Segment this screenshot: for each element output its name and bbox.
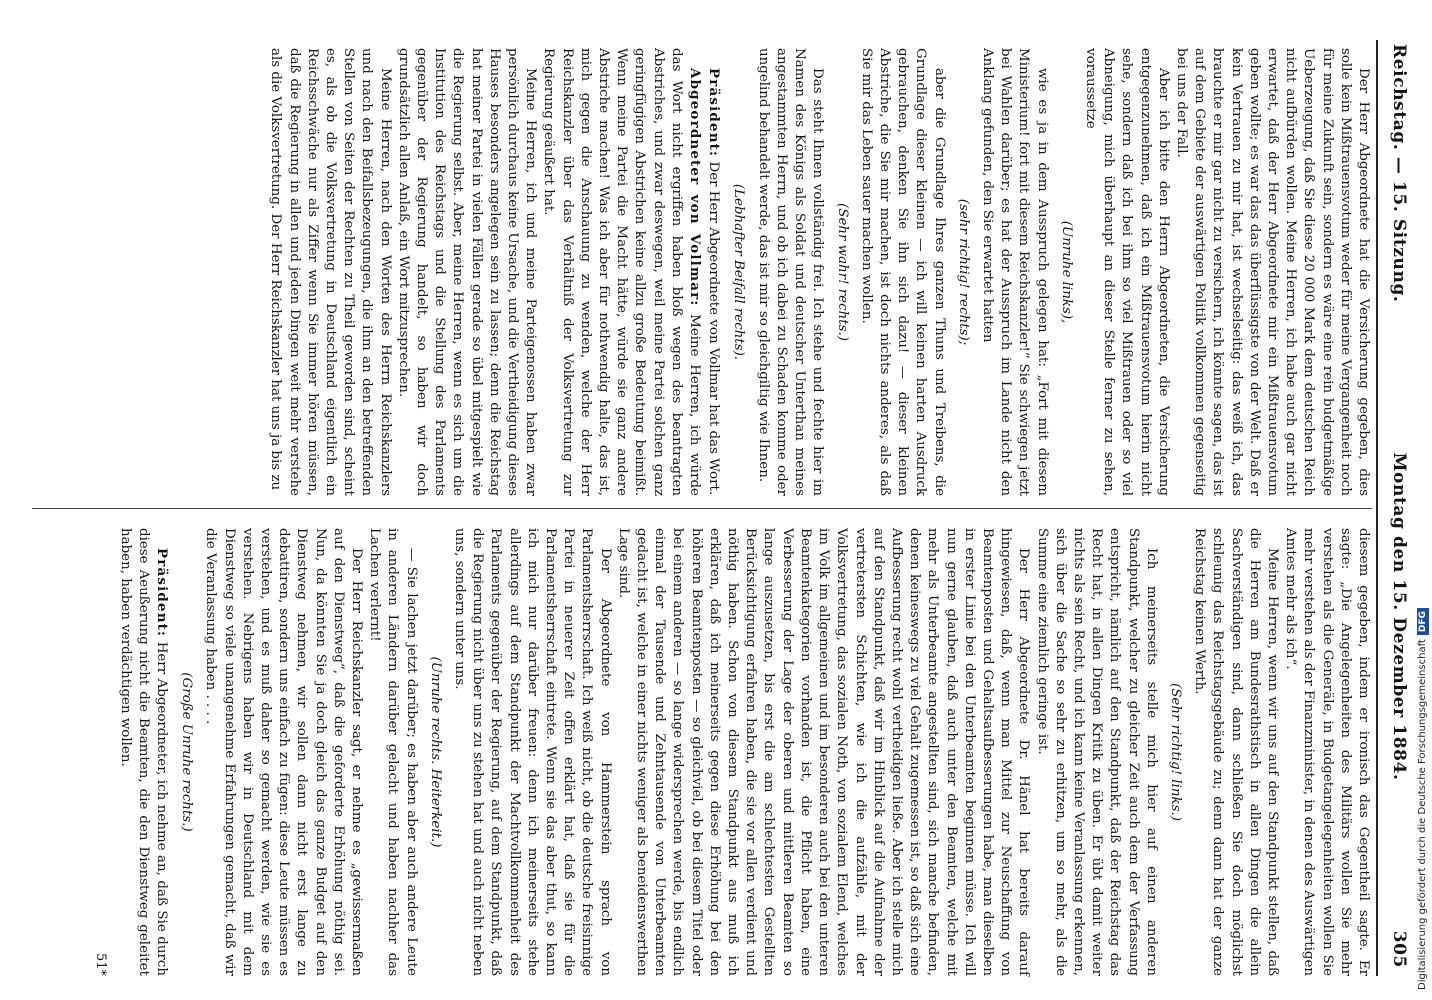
speaker-name: Abgeordneter von Vollmar: bbox=[687, 68, 704, 307]
speaker-name: Präsident: bbox=[706, 68, 723, 158]
speaker-name: Präsident: bbox=[154, 548, 170, 638]
text-paragraph: Der Herr Abgeordnete hat die Versicherung gegeben, dies solle kein Mißtrauensvotum weder für meine Vergangenheit noch für meine Zukunft sein, sondern es wäre eine rein budgetmäßige Ueberzeugung, daß Sie diese 20 000 Mark dem deutschen Reich nicht aufbürden wollen. Meine Herren, ich habe auch gar nicht erwartet, daß der Herr Abgeordnete mir ein Mißtrauensvotum geben wollte; es war das das überflüssigste von der Welt. Daß er kein Vertrauen zu mir hat, ist wechselseitig: das weiß ich, das brauchte er mir gar nicht zu versichern, ich könnte sagen, das ist auf dem Gebiete der auswärtigen Politik vollkommen gegenseitig bei uns der Fall. bbox=[1173, 48, 1371, 496]
speech-paragraph bbox=[704, 48, 723, 496]
page-number: 305 bbox=[1389, 930, 1409, 968]
header-date: Montag den 15. Dezember 1884. bbox=[1389, 452, 1409, 781]
text-paragraph: Der Abgeordnete von Hammerstein sprach von Parlamentsherrschaft. Ich weiß nicht, ob die deutsche freisinnige Partei in neuerer Zeit offen erklärt hat, daß sie für die Parlamentsherrschaft eintrete. Wenn sie das aber thut, so kann ich mich nur darüber freuen: denn ich meinerseits stehe allerdings auf dem Standpunkt der Machtvollkommenheit des Parlaments gegenüber der Regierung, auf dem Standpunkt, daß die Regierung nicht über uns zu stehen hat und auch nicht neben uns, sondern unter uns. bbox=[452, 528, 613, 976]
right-column bbox=[78, 528, 1372, 976]
stage-direction: (Sehr wahr! rechts.) bbox=[834, 203, 850, 341]
page-header bbox=[1384, 44, 1414, 968]
text-paragraph: — Sie lachen jetzt darüber; es haben aber auch andere Leute in anderen Ländern darüber gelacht und haben nachher das Lachen verlernt! bbox=[367, 528, 419, 976]
speech-text: Meine Herren, ich würde das Wort nicht ergriffen haben bloß wegen des beantragten Abstriches, und zwar deswegen, weil meine Partei solchen ganz geringfügigen Abstrichen keine allzu große Bedeutung beimißt. Wenn meine Partei die Macht hätte, würde sie ganz andere Abstriche machen! Was ich aber für nothwendig halte, das ist, mich gegen die Anschauung zu wenden, welche der Herr Reichskanzler über das Verhältniß der Volksvertretung zur Regierung geäußert hat. bbox=[541, 48, 703, 496]
text-paragraph: Meine Herren, nach den Worten des Herrn Reichskanzlers und nach den Beifallsbezeugungen, die ihm an den betreffenden Stellen von Seiten der Rechten zu Theil geworden sind, scheint es, als ob die Volksvertretung in Deutschland eigentlich ein Reichsschwäche nur als Ziffer wenn Sie immer hören müssen, daß die Regierung in allen und jeden Dingen weit mehr verstehe als die Volksvertretung. Der Herr Reichskanzler hat uns ja bis zu bbox=[268, 48, 393, 496]
sidebar-credit bbox=[1413, 0, 1432, 1000]
speech-paragraph bbox=[539, 48, 704, 496]
signature-mark: 51* bbox=[93, 952, 109, 976]
text-paragraph: Meine Herren, ich und meine Parteigenossen haben zwar persönlich durchaus keine Ursache, und die Vertheidigung dieses Hauses besonders angelegen sein zu lassen; denn die Reichstag hat meiner Partei in vielen Fällen gerade so übel mitgespielt wie die Regierung selbst. Aber, meine Herren, wenn es sich um die Institution des Reichstags und die Stellung des Parlaments gegenüber der Regierung handelt, so haben wir doch grundsätzlich allen Anlaß, ein Wort mitzusprechen. bbox=[395, 48, 539, 496]
stage-direction: (Unruhe rechts. Heiterkeit.) bbox=[427, 656, 443, 848]
left-column bbox=[266, 48, 1372, 496]
text-paragraph: Meine Herren, wenn wir uns auf den Standpunkt stellen, daß die Herren am Bundesrathstisch in allen Dingen die allein Sachverständigen sind, dann schließen Sie doch möglichst schleunig das Reichstagsgebäude zu; denn dann hat der ganze Reichstag keinen Werth. bbox=[1192, 528, 1280, 976]
stage-direction: (Unruhe links), bbox=[1058, 220, 1074, 324]
text-paragraph: Der Herr Reichskanzler sagt, er nehme es „gewissermaßen auf den Dienstweg“, daß die geforderte Erhöhung nöthig sei. Nun, da könnten Sie ja doch gleich das ganze Budget auf den Dienstweg nehmen, wir sollen dann nicht erst lange zu debattiren, sondern uns einfach zu fügen: diese Leute müssen es verstehen, und es muß daher so gemacht werden, wie sie es verstehen. Nebrigens haben wir in Deutschland mit dem Dienstweg so viele unangenehme Erfahrungen gemacht, daß wir die Veranlassung haben . . . . bbox=[203, 528, 365, 976]
header-rule bbox=[1376, 40, 1378, 976]
text-paragraph: diesem gegeben, indem er ironisch das Gegentheil sagte. Er sagte: „Die Angelegenheiten des Militärs wollen Sie mehr verstehen als die Generäle, in Budgetangelegenheiten wollen Sie mehr verstehen als der Finanzminister, in denen des Auswärtigen Amtes mehr als ich“. bbox=[1283, 528, 1371, 976]
text-paragraph: Ich meinerseits stelle mich hier auf einen anderen Standpunkt, welcher zu gleicher Zeit auch dem der Verfassung entspricht, nämlich auf den Standpunkt, daß der Reichstag das Recht hat, in allen Dingen Kritik zu üben. Er übt damit weiter nichts als sein Recht, und ich kann keine Veranlassung erkennen, sich über die Sache so sehr zu erhitzen, um so mehr, als die Summe eine ziemlich geringe ist. bbox=[1034, 528, 1159, 976]
text-paragraph: Der Herr Abgeordnete Dr. Hänel hat bereits darauf hingewiesen, daß, wenn man Mittel zur Neuschaffung von Beamtenposten und Gehaltsaufbesserungen habe, man dieselben in erster Linie bei den Unterbeamten beginnen müsse. Ich will nun gerne glauben, daß auch unter den Beamten, welche mit mehr als Unterbeamte angestellten sind, sich manche befinden, denen keineswegs zu viel Gehalt zugemessen ist, so daß sich eine Aufbesserung recht wohl vertheidigen ließe. Aber ich stelle mich auf den Standpunkt, daß wir im Hinblick auf die Aufnahme der vertretersten Schichten, wie ich die aufzähle, mit der Volksvertretung, das sozialen Noth, von sozialem Elend, welches im Volk im allgemeinen und im besonderen auch bei den unteren Beamtenkategorien vorhanden ist, die Pflicht haben, eine Verbesserung der Lage der oberen und mittleren Beamten so lange auszusetzen, bis erst die am schlechtesten Gestellten Berücksichtigung erfahren haben, die sie vor allen verdient und nöthig haben. Schon von diesem Standpunkt aus muß ich erklären, daß ich meinerseits gegen diese Erhöhung bei den höheren Beamtenposten — so gleichviel, ob bei diesem Titel oder bei einem anderen — so lange widersprechen werde, bis endlich einmal der Tausende und Zehntausende von Unterbeamten gedacht ist, welche in einer nichts weniger als beneidenswerthen Lage sind. bbox=[615, 528, 1032, 976]
text-paragraph: Das steht Ihnen vollständig frei. Ich stehe und fechte hier im Namen des Königs als Soldat und deutscher Unterthan meines angestammten Herrn, und ob ich dabei zu Schaden komme oder ungelind behandelt werde, das ist mir so gleichgiltig wie Ihnen. bbox=[755, 48, 826, 496]
credit-text: Digitalisierung gefördert durch die Deutsche Forschungsgemeinschaft bbox=[1417, 639, 1428, 990]
text-paragraph: wie es ja in dem Ausspruch gelegen hat: „Fort mit diesem Ministerium! fort mit diesem Reichskanzler!“ Sie schwiegen jetzt bei Wahlen darüber; es hat der Ausspruch im Lande nicht den Anklang gefunden, den Sie erwartet hatten bbox=[979, 48, 1050, 496]
stage-direction: (Lebhafter Beifall rechts). bbox=[731, 183, 747, 361]
column-divider bbox=[32, 508, 1372, 509]
stage-direction: (sehr richtig! rechts); bbox=[955, 198, 971, 346]
text-paragraph: Aber ich bitte den Herrn Abgeordneten, die Versicherung entgegenzunehmen, daß ich ein Mißtrauensvotum hierin nicht sehe, sondern daß ich bei ihm so viel Mißtrauen oder so viel Abneigung, mich überhaupt an dieser Stelle ferner zu sehen, voraussetze bbox=[1082, 48, 1171, 496]
speech-text: Der Herr Abgeordnete von Vollmar hat das Wort. bbox=[706, 161, 722, 496]
header-left: Reichstag. — 15. Sitzung. bbox=[1389, 44, 1409, 303]
stage-direction: (Sehr richtig! links.) bbox=[1167, 683, 1183, 821]
text-paragraph: aber die Grundlage Ihres ganzen Thuns und Treibens, die Grundlage dieser kleinen — ich will keinen harten Ausdruck gebrauchen, denken Sie ihn sich dazu! — dieser kleinen Abstriche, die Sie mir machen, ist doch nichts anderes, als daß Sie mir das Leben sauer machen wollen. bbox=[858, 48, 947, 496]
stage-direction: (Große Unruhe rechts.) bbox=[179, 672, 195, 832]
speech-text: Herr Abgeordneter, ich nehme an, daß Sie durch diese Aeußerung nicht die Beamten, die den Dienstweg geleitet haben, haben verdächtigen wollen. bbox=[117, 528, 169, 976]
speech-paragraph bbox=[115, 528, 171, 976]
dfg-logo: DFG bbox=[1417, 608, 1429, 635]
